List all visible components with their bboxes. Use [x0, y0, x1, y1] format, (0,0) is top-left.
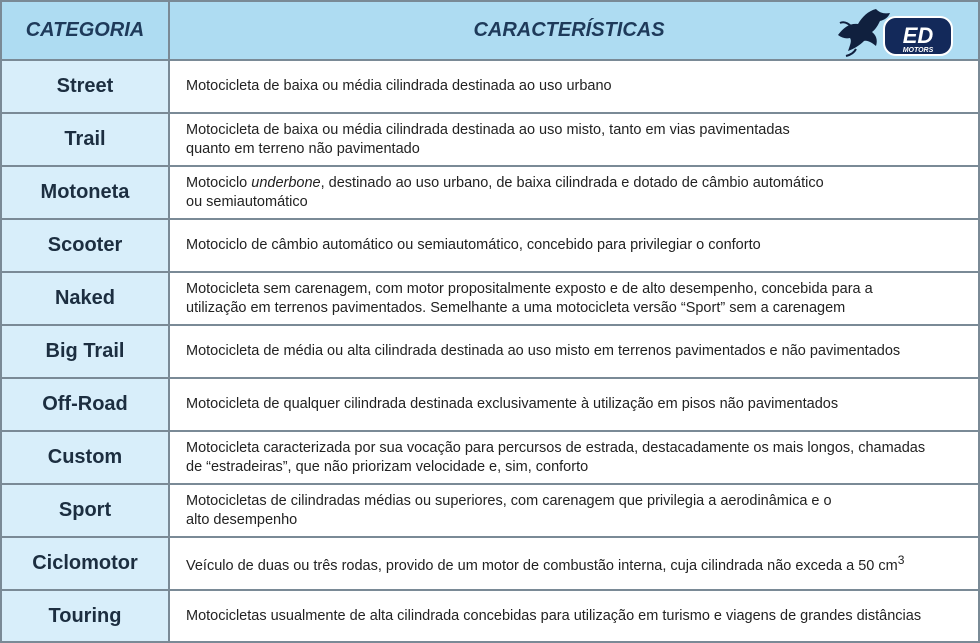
- description-cell: [170, 538, 978, 589]
- table-row: [2, 432, 978, 483]
- description-cell: [170, 61, 978, 112]
- description-emphasis: underbone: [251, 174, 321, 191]
- description-pre: Veículo de duas ou três rodas, provido de um motor de combustão interna, cuja cilindrada não exceda a 50 cm: [186, 557, 898, 574]
- category-cell: Off-Road: [2, 379, 170, 430]
- table-row: [2, 61, 978, 112]
- table-row: [2, 273, 978, 324]
- description-cell: [170, 432, 978, 483]
- description-text: [186, 174, 824, 212]
- description-cell: [170, 114, 978, 165]
- description-cell: [170, 273, 978, 324]
- header-caracteristicas: [170, 2, 978, 59]
- description-text: Motocicleta caracterizada por sua vocação para percursos de estrada, destacadamente os mais longos, chamadas de “estradeiras”, que não priorizam velocidade e, sim, conforto: [186, 439, 926, 475]
- description-cell: [170, 167, 978, 218]
- category-cell: Street: [2, 61, 170, 112]
- description-pre: Motociclo: [186, 174, 252, 191]
- description-text: Motocicletas usualmente de alta cilindrada concebidas para utilização em turismo e viagens de grandes distâncias: [186, 607, 922, 624]
- table-row: [2, 485, 978, 536]
- header-caracteristicas-label: CARACTERÍSTICAS: [473, 19, 665, 41]
- description-text: Motocicletas de cilindradas médias ou superiores, com carenagem que privilegia a aerodinâmica e o alto desempenho: [186, 492, 832, 528]
- description-text: Motocicleta sem carenagem, com motor propositalmente exposto e de alto desempenho, concebida para a utilização em terrenos pavimentados. Semelhante a uma motocicleta versão “Sport” sem a carenagem: [186, 280, 873, 316]
- category-cell: Touring: [2, 591, 170, 641]
- description-post: , destinado ao uso urbano, de baixa cilindrada e dotado de câmbio automático ou semiautomático: [186, 174, 824, 210]
- table-row: [2, 379, 978, 430]
- category-cell: Sport: [2, 485, 170, 536]
- description-text: [186, 551, 904, 576]
- table-row: [2, 220, 978, 271]
- category-cell: Scooter: [2, 220, 170, 271]
- description-text: Motocicleta de qualquer cilindrada destinada exclusivamente à utilização em pisos não pavimentados: [186, 396, 839, 412]
- description-text: Motocicleta de média ou alta cilindrada destinada ao uso misto em terrenos pavimentados e não pavimentados: [186, 343, 901, 359]
- description-cell: [170, 485, 978, 536]
- table-row: [2, 591, 978, 641]
- description-cell: [170, 379, 978, 430]
- category-cell: Custom: [2, 432, 170, 483]
- category-cell: Motoneta: [2, 167, 170, 218]
- category-cell: Big Trail: [2, 326, 170, 377]
- description-cell: [170, 326, 978, 377]
- table-row: [2, 538, 978, 589]
- description-text: Motocicleta de baixa ou média cilindrada destinada ao uso urbano: [186, 78, 612, 94]
- table-row: [2, 114, 978, 165]
- description-cell: [170, 591, 978, 641]
- logo-ed-text: ED: [902, 23, 934, 48]
- category-cell: Trail: [2, 114, 170, 165]
- table-row: [2, 167, 978, 218]
- logo-motors-text: MOTORS: [902, 47, 934, 54]
- table-header-row: [2, 2, 978, 59]
- description-text: Motocicleta de baixa ou média cilindrada destinada ao uso misto, tanto em vias pavimentadas quanto em terreno não pavimentado: [186, 121, 790, 157]
- description-cell: [170, 220, 978, 271]
- description-text: Motociclo de câmbio automático ou semiautomático, concebido para privilegiar o conforto: [186, 237, 761, 253]
- table-row: [2, 326, 978, 377]
- category-cell: Ciclomotor: [2, 538, 170, 589]
- header-categoria: CATEGORIA: [2, 2, 170, 59]
- category-cell: Naked: [2, 273, 170, 324]
- ed-motors-logo: [832, 5, 956, 59]
- description-superscript: 3: [897, 553, 905, 568]
